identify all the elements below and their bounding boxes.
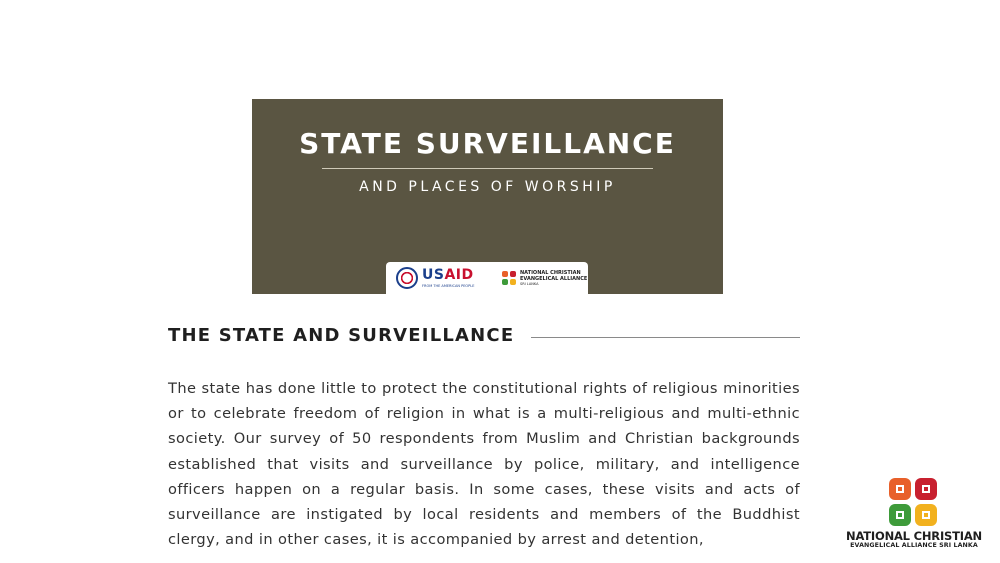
nceasl-small-logo-text bbox=[520, 271, 587, 288]
usaid-tagline: FROM THE AMERICAN PEOPLE bbox=[422, 284, 475, 288]
logo-quadrant-red bbox=[915, 478, 937, 500]
usaid-logo bbox=[422, 267, 474, 283]
brand-name: NATIONAL CHRISTIAN bbox=[846, 529, 982, 543]
logo-square-red bbox=[510, 271, 516, 277]
usaid-logo-us: US bbox=[422, 267, 445, 283]
logo-quadrant-yellow bbox=[915, 504, 937, 526]
section-heading: THE STATE AND SURVEILLANCE bbox=[168, 325, 515, 346]
logo-square-green bbox=[502, 279, 508, 285]
section-heading-rule bbox=[531, 337, 800, 338]
logo-quadrant-green bbox=[889, 504, 911, 526]
logo-quadrant-orange bbox=[889, 478, 911, 500]
nceasl-logo-icon bbox=[889, 478, 937, 526]
cover-title: STATE SURVEILLANCE bbox=[299, 127, 676, 160]
nceasl-small-line2: EVANGELICAL ALLIANCE bbox=[520, 275, 588, 282]
usaid-seal-icon bbox=[396, 267, 418, 289]
body-paragraph: The state has done little to protect the constitutional rights of religious minorities or to celebrate freedom of religion in what is a multi-religious and multi-ethnic society. Our survey of 50 respondents from Muslim and Christian backgrounds established that visits and surveillance by police, military, and intelligence officers happen on a regular basis. In some cases, these visits and acts of surveillance are instigated by local residents and members of the Buddhist clergy, and in other cases, it is accompanied by arrest and detention, bbox=[168, 380, 800, 549]
logo-square-yellow bbox=[510, 279, 516, 285]
nceasl-small-line3: SRI LANKA bbox=[520, 282, 539, 286]
brand-subtitle: EVANGELICAL ALLIANCE SRI LANKA bbox=[850, 542, 978, 549]
usaid-logo-aid: AID bbox=[444, 267, 474, 283]
nceasl-small-line1: NATIONAL CHRISTIAN bbox=[520, 270, 581, 276]
cover-subtitle: AND PLACES OF WORSHIP bbox=[359, 179, 616, 195]
nceasl-small-logo-icon bbox=[502, 271, 517, 286]
logo-square-orange bbox=[502, 271, 508, 277]
cover-image bbox=[252, 99, 723, 294]
cover-divider bbox=[322, 168, 653, 169]
sponsor-logo-strip bbox=[386, 262, 588, 294]
